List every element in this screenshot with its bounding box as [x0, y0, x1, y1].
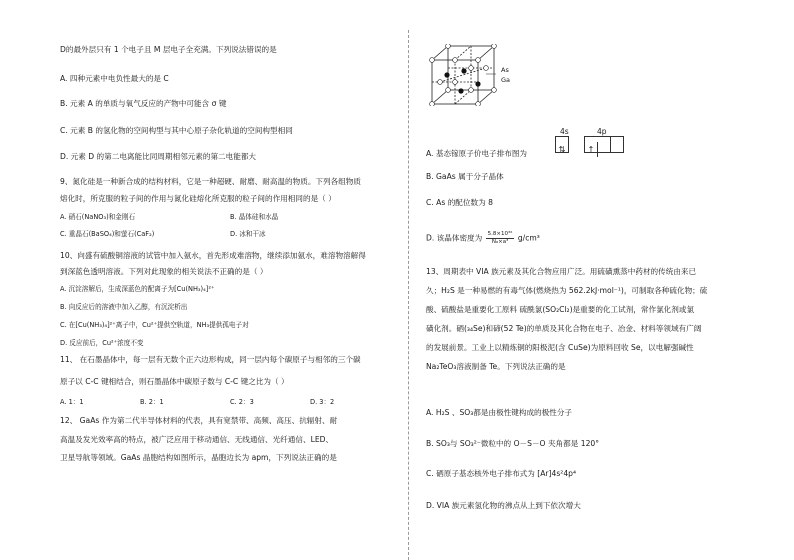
q13-stem-3: 酸、硫酸盐是重要化工原料 硫酰氯(SO₂Cl₂)是重要的化工试剂，常作氯化剂或氯 [426, 305, 695, 314]
q12-stem-1: 12、 GaAs 作为第二代半导体材料的代表，具有宽禁带、高频、高压、抗辐射、耐 [60, 416, 338, 425]
q9-stem-2: 熔化时，所克服的粒子间的作用与氮化硅熔化所克服的粒子间的作用相同的是（ ） [60, 194, 336, 203]
electron-up-arrow: ↑ [585, 142, 598, 157]
q13-option-b: B. SO₃与 SO₃²⁻微粒中的 O－S－O 夹角都是 120° [426, 439, 600, 448]
q9-option-d: D. 冰和干冰 [230, 230, 266, 238]
q11-option-b: B. 2：1 [140, 398, 164, 406]
q11-option-d: D. 3：2 [310, 398, 335, 406]
q9-option-a: A. 硝石(NaNO₃)和金刚石 [60, 213, 136, 221]
q8-option-b: B. 元素 A 的单质与氧气反应的产物中可能含 σ 键 [60, 99, 227, 108]
gaas-unit-cell-diagram [428, 44, 498, 106]
orbital-4s-box [555, 136, 569, 153]
q11-option-a: A. 1：1 [60, 398, 84, 406]
q12-option-b: B. GaAs 属于分子晶体 [426, 172, 504, 181]
density-unit: g/cm³ [517, 233, 540, 243]
q8-option-d: D. 元素 D 的第二电离能比同周期相邻元素的第二电能都大 [60, 152, 257, 161]
q10-stem-2: 到深蓝色透明溶液。下列对此现象的相关说法不正确的是（ ） [60, 267, 268, 276]
q8-option-a: A. 四种元素中电负性最大的是 C [60, 74, 169, 83]
q13-option-a: A. H₂S 、SO₃都是由极性键构成的极性分子 [426, 408, 573, 417]
q11-stem-2: 原子以 C-C 键相结合，则石墨晶体中碳原子数与 C-C 键之比为（ ） [60, 377, 289, 386]
q8-intro: D的最外层只有 1 个电子且 M 层电子全充满。下列说法错误的是 [60, 45, 277, 54]
q9-option-c: C. 重晶石(BaSO₄)和萤石(CaF₂) [60, 230, 155, 238]
q11-stem-1: 11、 在石墨晶体中，每一层有无数个正六边形构成，同一层内每个碳原子与相邻的三个碳 [60, 355, 361, 364]
q13-stem-1: 13、周期表中 VIA 族元素及其化合物应用广泛。用硫磺熏蒸中药材的传统由来已 [426, 267, 697, 276]
q13-stem-2: 久；H₂S 是一种易燃的有毒气体(燃烧热为 562.2kJ·mol⁻¹)，可制取各种硫化物；硫 [426, 286, 708, 295]
q12-option-d-prefix: D. 该晶体密度为 [426, 233, 483, 243]
q13-stem-5: 的发展前景。工业上以精炼铜的阳极泥(含 CuSe)为原料回收 Se，以电解强碱性 [426, 343, 694, 352]
orbital-4p-label: 4p [597, 127, 607, 136]
q12-option-a: A. 基态镓原子价电子排布图为 [426, 149, 528, 158]
empty-orbital [611, 137, 623, 152]
empty-orbital [598, 137, 611, 152]
electron-pair-arrows: ⇅ [558, 145, 566, 154]
as-legend-label: As [501, 66, 509, 74]
q9-option-b: B. 晶体硅和水晶 [230, 213, 279, 221]
q13-stem-4: 磺化剂。硒(₃₄Se)和碲(52 Te)的单质及其化合物在电子、冶金、材料等领域有广阔 [426, 324, 702, 333]
column-divider [408, 30, 409, 560]
density-fraction [486, 231, 515, 246]
q12-stem-2: 高温及发光效率高的特点，被广泛应用于移动通信、无线通信、光纤通信、LED、 [60, 435, 334, 444]
orbital-4s-label: 4s [560, 127, 569, 136]
density-numerator: 5.8×10³² [487, 231, 513, 237]
q10-stem-1: 10、向盛有硫酸铜溶液的试管中加入氨水，首先形成难溶物，继续添加氨水，难溶物溶解得 [60, 251, 366, 260]
q8-option-c: C. 元素 B 的氢化物的空间构型与其中心原子杂化轨道的空间构型相同 [60, 126, 293, 135]
ga-legend-label: Ga [501, 76, 511, 84]
q12-option-c: C. As 的配位数为 8 [426, 198, 493, 207]
q13-stem-6: Na₂TeO₃溶液制备 Te。下列说法正确的是 [426, 362, 566, 371]
q10-option-c: C. 在[Cu(NH₃)₄]²⁺离子中，Cu²⁺提供空轨道，NH₃提供孤电子对 [60, 321, 249, 329]
q10-option-d: D. 反应前后，Cu²⁺浓度不变 [60, 339, 144, 347]
q13-option-d: D. VIA 族元素氢化物的沸点从上到下依次增大 [426, 501, 581, 510]
density-denominator: Nₐ×a³ [491, 239, 509, 245]
q13-option-c: C. 硒原子基态核外电子排布式为 [Ar]4s²4p⁴ [426, 469, 577, 478]
orbital-4p-box [584, 136, 624, 153]
q10-option-a: A. 沉淀溶解后，生成深蓝色的配离子为[Cu(NH₃)₄]²⁺ [60, 285, 215, 293]
q10-option-b: B. 向反应后的溶液中加入乙醇，有沉淀析出 [60, 303, 188, 311]
q11-option-c: C. 2：3 [230, 398, 254, 406]
q9-stem-1: 9、氮化硅是一种新合成的结构材料，它是一种超硬、耐磨、耐高温的物质。下列各组物质 [60, 177, 361, 186]
q12-option-d [426, 231, 540, 246]
q12-stem-3: 卫星导航等领域。GaAs 晶胞结构如图所示，晶胞边长为 apm，下列说法正确的是 [60, 453, 337, 462]
